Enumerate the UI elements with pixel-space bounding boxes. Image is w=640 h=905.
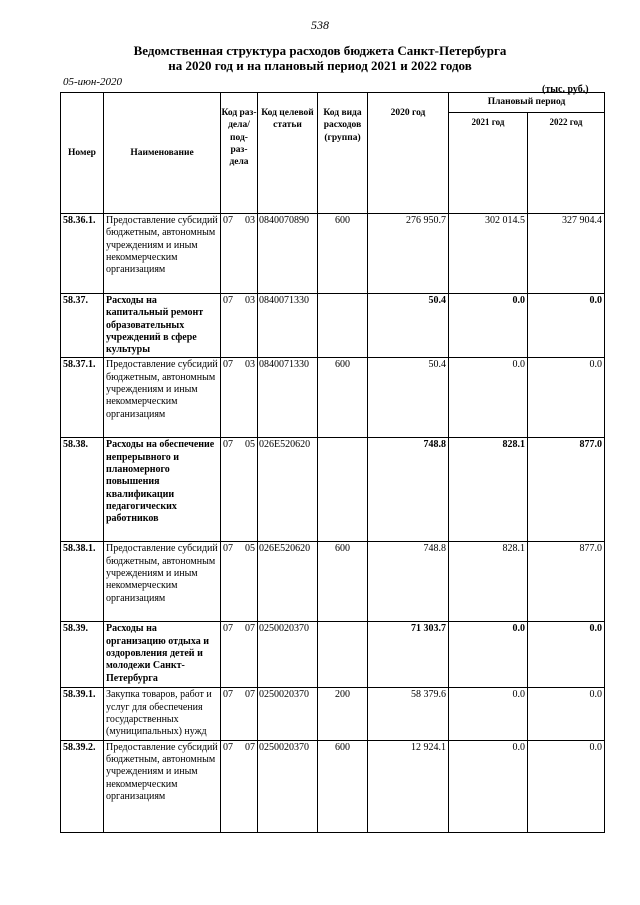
row-target-code: 0840071330 [258, 294, 318, 358]
row-value-2020: 50.4 [368, 358, 449, 438]
title-line-2: на 2020 год и на плановый период 2021 и 2022 годов [168, 58, 472, 73]
header-2021: 2021 год [449, 113, 528, 214]
row-value-2022: 0.0 [528, 358, 605, 438]
table-row [61, 358, 605, 438]
row-type-code: 600 [318, 214, 368, 294]
header-planned-period: Плановый период [449, 93, 605, 113]
row-value-2021: 828.1 [449, 438, 528, 542]
document-date: 05-июн-2020 [63, 76, 123, 88]
row-name: Предоставление субсидий бюджетным, автономным учреждениям и иным некоммерческим организациям [104, 542, 221, 622]
units-label: (тыс. руб.) [542, 84, 589, 95]
row-name: Расходы на капитальный ремонт образовательных учреждений в сфере культуры [104, 294, 221, 358]
row-target-code: 0250020370 [258, 688, 318, 740]
table-row [61, 214, 605, 294]
subsection-code: 07 [245, 741, 255, 753]
row-section-code [221, 688, 258, 740]
row-number: 58.37. [61, 294, 104, 358]
row-value-2022: 0.0 [528, 294, 605, 358]
row-number: 58.37.1. [61, 358, 104, 438]
row-name: Закупка товаров, работ и услуг для обеспечения государственных (муниципальных) нужд [104, 688, 221, 740]
section-code: 07 [223, 295, 233, 306]
row-number: 58.39.2. [61, 740, 104, 832]
row-value-2020: 12 924.1 [368, 740, 449, 832]
row-section-code [221, 214, 258, 294]
row-number: 58.36.1. [61, 214, 104, 294]
header-2022: 2022 год [528, 113, 605, 214]
table-row [61, 438, 605, 542]
row-number: 58.39.1. [61, 688, 104, 740]
row-value-2020: 748.8 [368, 542, 449, 622]
table-row [61, 294, 605, 358]
row-section-code [221, 542, 258, 622]
row-target-code: 0250020370 [258, 740, 318, 832]
row-number: 58.39. [61, 622, 104, 688]
row-value-2022: 877.0 [528, 542, 605, 622]
row-section-code [221, 358, 258, 438]
header-row-1 [61, 93, 605, 113]
row-name: Расходы на обеспечение непрерывного и планомерного повышения квалификации педагогических работников [104, 438, 221, 542]
title-line-1: Ведомственная структура расходов бюджета Санкт-Петербурга [133, 43, 507, 58]
section-code: 07 [223, 359, 233, 371]
row-value-2022: 327 904.4 [528, 214, 605, 294]
subsection-code: 05 [245, 439, 255, 451]
row-value-2022: 877.0 [528, 438, 605, 542]
row-target-code: 0840070890 [258, 214, 318, 294]
row-type-code: 200 [318, 688, 368, 740]
row-value-2020: 276 950.7 [368, 214, 449, 294]
row-value-2020: 50.4 [368, 294, 449, 358]
row-value-2021: 0.0 [449, 358, 528, 438]
header-name: Наименование [104, 93, 221, 214]
row-value-2021: 302 014.5 [449, 214, 528, 294]
subsection-code: 07 [245, 689, 255, 701]
header-type: Код вида расходов (группа) [318, 93, 368, 214]
row-section-code [221, 622, 258, 688]
row-section-code [221, 740, 258, 832]
table-row [61, 542, 605, 622]
row-target-code: 026E520620 [258, 542, 318, 622]
row-type-code: 600 [318, 542, 368, 622]
row-value-2022: 0.0 [528, 740, 605, 832]
row-target-code: 026E520620 [258, 438, 318, 542]
row-name: Расходы на организацию отдыха и оздоровления детей и молодежи Санкт-Петербурга [104, 622, 221, 688]
row-value-2021: 0.0 [449, 294, 528, 358]
table-row [61, 622, 605, 688]
row-value-2022: 0.0 [528, 688, 605, 740]
header-target: Код целевой статьи [258, 93, 318, 214]
row-name: Предоставление субсидий бюджетным, автономным учреждениям и иным некоммерческим организациям [104, 740, 221, 832]
row-type-code [318, 622, 368, 688]
page-number: 538 [311, 18, 329, 32]
row-target-code: 0250020370 [258, 622, 318, 688]
table-row [61, 688, 605, 740]
section-code: 07 [223, 741, 233, 753]
row-section-code [221, 294, 258, 358]
section-code: 07 [223, 543, 233, 555]
document-title [0, 43, 640, 73]
row-value-2020: 71 303.7 [368, 622, 449, 688]
table-row [61, 740, 605, 832]
row-target-code: 0840071330 [258, 358, 318, 438]
row-number: 58.38.1. [61, 542, 104, 622]
row-number: 58.38. [61, 438, 104, 542]
subsection-code: 05 [245, 543, 255, 555]
header-number: Номер [61, 93, 104, 214]
section-code: 07 [223, 623, 233, 635]
row-name: Предоставление субсидий бюджетным, автономным учреждениям и иным некоммерческим организациям [104, 358, 221, 438]
row-value-2021: 828.1 [449, 542, 528, 622]
subsection-code: 03 [245, 295, 255, 306]
row-section-code [221, 438, 258, 542]
row-value-2022: 0.0 [528, 622, 605, 688]
row-value-2020: 748.8 [368, 438, 449, 542]
subsection-code: 03 [245, 215, 255, 226]
header-section: Код раз- дела/ под- раз- дела [221, 93, 258, 214]
budget-table [60, 92, 605, 833]
row-value-2020: 58 379.6 [368, 688, 449, 740]
subsection-code: 07 [245, 623, 255, 635]
row-value-2021: 0.0 [449, 622, 528, 688]
subsection-code: 03 [245, 359, 255, 371]
row-type-code [318, 438, 368, 542]
row-type-code: 600 [318, 740, 368, 832]
row-type-code: 600 [318, 358, 368, 438]
row-value-2021: 0.0 [449, 740, 528, 832]
section-code: 07 [223, 215, 233, 226]
row-value-2021: 0.0 [449, 688, 528, 740]
section-code: 07 [223, 439, 233, 451]
section-code: 07 [223, 689, 233, 701]
row-name: Предоставление субсидий бюджетным, автономным учреждениям и иным некоммерческим организациям [104, 214, 221, 294]
row-type-code [318, 294, 368, 358]
header-2020: 2020 год [368, 93, 449, 214]
